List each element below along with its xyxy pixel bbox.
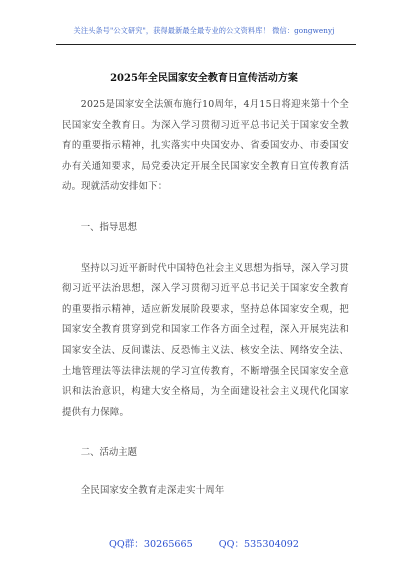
document-body — [62, 95, 349, 502]
section-body-guiding-ideology: 坚持以习近平新时代中国特色社会主义思想为指导，深入学习贯彻习近平法治思想，深入学习贯彻习近平总书记关于国家安全教育的重要指示精神，适应新发展阶段要求，坚持总体国家安全观，把国家安全教育贯穿到党和国家工作各方面全过程，深入开展宪法和国家安全法、反间谍法、反恐怖主义法、核安全法、网络安全法、土地管理法等法律法规的学习宣传教育，不断增强全民国家安全意识和法治意识，构建大安全格局，为全面建设社会主义现代化国家提供有力保障。 — [62, 262, 349, 418]
section-body-activity-theme: 全民国家安全教育走深走实十周年 — [80, 484, 225, 496]
intro-paragraph: 2025是国家安全法颁布施行10周年，4月15日将迎来第十个全民国家安全教育日。为深入学习贯彻习近平总书记关于国家安全教育的重要指示精神，扎实落实中央国安办、省委国安办、市委国安办有关通知要求，局党委决定开展全民国家安全教育日宣传教育活动。现就活动安排如下： — [62, 99, 349, 193]
footer-qq: QQ：535304092 — [218, 539, 299, 550]
section-heading-activity-theme: 二、活动主题 — [80, 447, 138, 459]
header-divider — [56, 44, 356, 45]
footer-qq-group: QQ群：30265665 — [108, 539, 193, 550]
footer-contact — [0, 536, 408, 550]
header-banner: 关注头条号"公文研究"，获得最新最全最专业的公文资料库！ 微信：gongwenyj — [73, 26, 335, 35]
section-heading-guiding-ideology: 一、指导思想 — [80, 221, 138, 233]
document-title: 2025年全民国家安全教育日宣传活动方案 — [110, 73, 298, 84]
